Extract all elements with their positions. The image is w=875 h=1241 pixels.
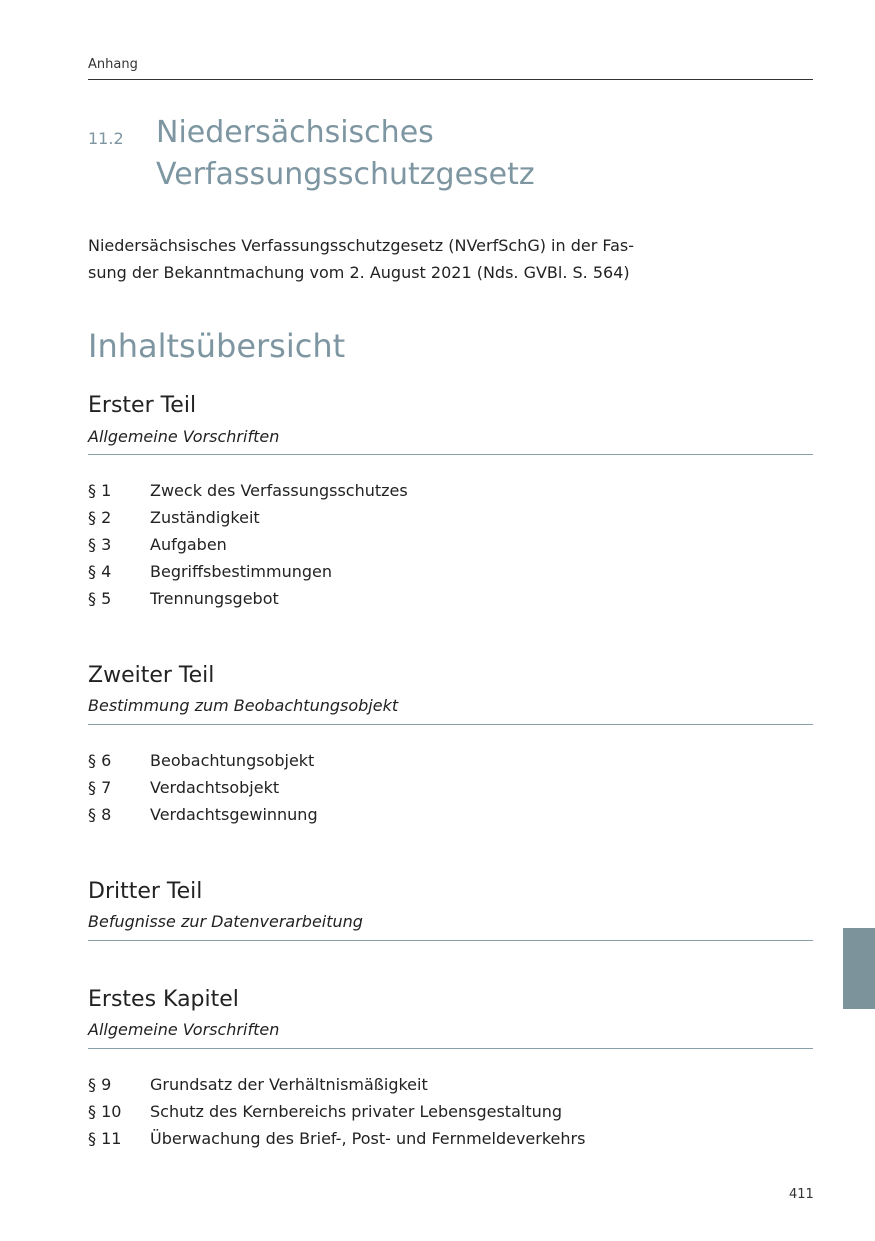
running-head: Anhang	[88, 57, 138, 72]
toc-item-label: Verdachtsgewinnung	[150, 805, 318, 824]
section-number: 11.2	[88, 129, 124, 148]
section-title-line2: Verfassungsschutzgesetz	[156, 157, 535, 192]
toc-item-label: Begriffsbestimmungen	[150, 562, 333, 581]
toc-item-label: Grundsatz der Verhältnismäßigkeit	[150, 1075, 428, 1094]
page-number: 411	[789, 1187, 814, 1202]
intro-line1: Niedersächsisches Verfassungsschutzgesetz (NVerfSchG) in der Fas-	[88, 236, 635, 255]
intro-paragraph	[88, 232, 658, 286]
toc-item-number: § 4	[88, 562, 112, 581]
chapter-side-tab	[843, 928, 875, 1009]
intro-line2: sung der Bekanntmachung vom 2. August 2021 (Nds. GVBl. S. 564)	[88, 263, 630, 282]
toc-item-label: Überwachung des Brief-, Post- und Fernmeldeverkehrs	[150, 1129, 586, 1148]
toc-item-number: § 2	[88, 508, 112, 527]
toc-item	[88, 531, 813, 558]
toc-item-label: Schutz des Kernbereichs privater Lebensgestaltung	[150, 1102, 563, 1121]
part-subtitle: Bestimmung zum Beobachtungsobjekt	[88, 696, 399, 715]
toc-item-label: Beobachtungsobjekt	[150, 751, 315, 770]
toc-item-number: § 9	[88, 1075, 112, 1094]
toc-item	[88, 477, 813, 504]
toc-item-label: Verdachtsobjekt	[150, 778, 280, 797]
toc-item	[88, 585, 813, 612]
toc-item	[88, 747, 813, 774]
toc-item-number: § 6	[88, 751, 112, 770]
toc-list	[88, 747, 813, 828]
part-title: Dritter Teil	[88, 879, 203, 904]
chapter-rule	[88, 1048, 813, 1049]
chapter-title: Erstes Kapitel	[88, 987, 239, 1012]
part-rule	[88, 724, 813, 725]
part-subtitle: Allgemeine Vorschriften	[88, 427, 280, 446]
toc-item	[88, 504, 813, 531]
toc-item	[88, 1098, 813, 1125]
section-title-line1: Niedersächsisches	[156, 115, 434, 150]
toc-item-number: § 11	[88, 1129, 122, 1148]
part-rule	[88, 454, 813, 455]
toc-item-number: § 5	[88, 589, 112, 608]
header-rule	[88, 79, 813, 80]
part-subtitle: Befugnisse zur Datenverarbeitung	[88, 912, 363, 931]
toc-item	[88, 558, 813, 585]
section-title	[156, 112, 806, 196]
toc-item-label: Trennungsgebot	[150, 589, 279, 608]
toc-item-label: Aufgaben	[150, 535, 227, 554]
part-title: Zweiter Teil	[88, 663, 215, 688]
toc-item	[88, 801, 813, 828]
toc-item-label: Zuständigkeit	[150, 508, 260, 527]
toc-item-number: § 3	[88, 535, 112, 554]
toc-item-number: § 7	[88, 778, 112, 797]
toc-list	[88, 1071, 813, 1152]
part-rule	[88, 940, 813, 941]
toc-list	[88, 477, 813, 612]
toc-item	[88, 774, 813, 801]
toc-item	[88, 1071, 813, 1098]
toc-item-number: § 1	[88, 481, 112, 500]
toc-item-label: Zweck des Verfassungsschutzes	[150, 481, 408, 500]
part-title: Erster Teil	[88, 393, 197, 418]
toc-item-number: § 8	[88, 805, 112, 824]
toc-item-number: § 10	[88, 1102, 122, 1121]
toc-title: Inhaltsübersicht	[88, 327, 346, 365]
chapter-subtitle: Allgemeine Vorschriften	[88, 1020, 280, 1039]
toc-item	[88, 1125, 813, 1152]
